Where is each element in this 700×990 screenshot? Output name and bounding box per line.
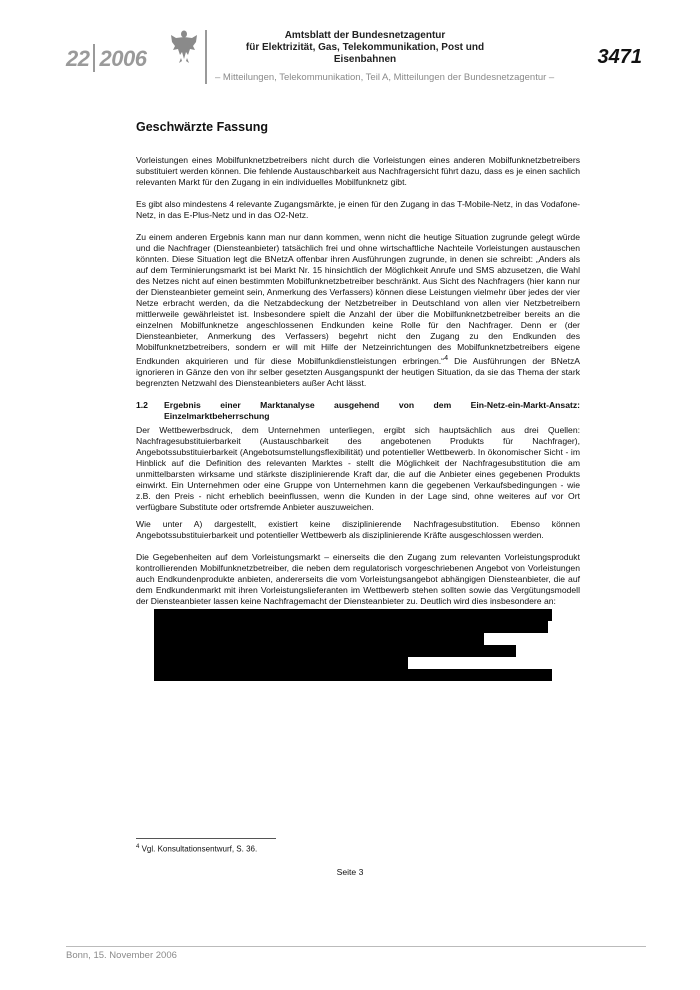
footnote-text: Vgl. Konsultationsentwurf, S. 36. [141, 844, 258, 854]
redaction-bar [154, 633, 484, 645]
federal-eagle-icon [170, 28, 198, 64]
redaction-bar [154, 669, 552, 681]
masthead-title: Amtsblatt der Bundesnetzagentur [284, 30, 446, 41]
document-heading: Geschwärzte Fassung [136, 120, 268, 134]
issue-number: 22 [66, 46, 90, 71]
section-title: Ergebnis einer Marktanalyse ausgehend von dem Ein-Netz-ein-Markt-Ansatz: Einzelmarktbeherrschung [164, 399, 580, 421]
paragraph: Die Gegebenheiten auf dem Vorleistungsmarkt – einerseits die den Zugang zum relevanten Vorleistungsprodukt kontrollierenden Mobilfunknetzbetreiber, die neben dem regulatorisch vorgeschriebenen Angebot von Vorleistungen auch Endkundenprodukte anbieten, andererseits die vom Vorleistungsangebot abhängigen Diensteanbieter, die auf dem Endkundenmarkt mit ihren Vorleistungslieferanten im Wettbewerb stehen sollten sowie das Vergütungsmodell der Diensteanbieter lassen keine Nachfragemacht der Diensteanbieter zu. Deutlich wird dies insbesondere an: [136, 551, 580, 606]
issue-year: 2006 [99, 46, 147, 71]
paragraph: Der Wettbewerbsdruck, dem Unternehmen unterliegen, ergibt sich hauptsächlich aus drei Quellen: Nachfragesubstituierbarkeit (Austauschbarkeit des angebotenen Produkts für Nachfrager), Angebotssubstituierbarkeit (Angebotsumstellungsflexibilität) und potentieller Wettbewerb. In ökonomischer Sicht - im Hinblick auf die Definition des relevanten Marktes - stellt die Möglichkeit der Nachfragesubstitution die am unmittelbarsten wirksame und stärkste disziplinierende Kraft dar, die auf die Anbieter eines gegebenen Produkts einwirkt. Ein Unternehmen oder eine Gruppe von Unternehmen kann die gegebenen Verkaufsbedingungen - wie z.B. den Preis - nicht erheblich beeinflussen, wenn die Kunden in der Lage sind, ohne weiteres auf vor Ort verfügbare Substitute oder ortsfremde Anbieter auszuweichen. [136, 424, 580, 512]
section-number: 1.2 [136, 399, 148, 410]
masthead-section: – Mitteilungen, Telekommunikation, Teil A, Mitteilungen der Bundesnetzagentur – [215, 72, 555, 83]
paragraph-text: Zu einem anderen Ergebnis kann man nur dann kommen, wenn nicht die heutige Situation zugrunde gelegt würde und die Nachfrager (Diensteanbieter) tatsächlich frei und ohne wirtschaftliche Nachteile Vorleistungen austauschen könnten. Diese Situation legt die BNetzA offenbar ihren Ausführungen zugrunde, in denen sie schreibt: „Anders als auf dem Terminierungsmarkt ist bei Markt Nr. 15 hinsichtlich der Möglichkeit Anrufe und SMS abzusetzen, die Wahl des Netzes nicht auf einen bestimmten Mobilfunknetzbetreiber beschränkt. Aus Sicht des Nachfragers (hier kann nur der Diensteanbieter gemeint sein, Anmerkung des Verfassers) können diese Leistungen vielmehr über jedes der vier Netze erbracht werden, da die Netzabdeckung der Netzbetreiber in Deutschland von allen vier Netzbetreibern mittlerweile gewährleistet ist. Insbesondere spielt die Anzahl der über die Mobilfunknetzbetreiber bereits an die einzelnen Mobilfunknetze angeschlossenen Endkunden keine Rolle für den Nachfrager. Denn er (der Diensteanbieter, Anmerkung des Verfassers) begehrt nicht den Zugang zu den Endkunden des Mobilfunknetzbetreibers, sondern er will mit Hilfe der Netzeinrichtungen des Mobilfunknetzbetreibers eigene Endkunden akquirieren und für diese Mobilfunkdienstleistungen erbringen.“ [136, 232, 580, 366]
paragraph: Vorleistungen eines Mobilfunknetzbetreibers nicht durch die Vorleistungen eines anderen Mobilfunknetzbetreibers substituiert werden können. Die fehlende Austauschbarkeit aus Nachfragersicht führt dazu, dass es je einen sachlich relevanten Markt für den Zugang in ein individuelles Mobilfunknetz gibt. [136, 155, 580, 187]
redaction-bar [154, 621, 548, 633]
issue-divider [93, 44, 95, 72]
footnote [136, 844, 257, 854]
paragraph [136, 232, 580, 389]
paragraph-text-tail: Die Ausführungen der BNetzA ignorieren in Gänze den von ihr selber gesetzten Ausgangspunkt der heutigen Situation, da sie das Thema der stark begrenzten Netzwahl des Diensteanbieters außer Acht lässt. [136, 355, 580, 388]
issue-label [66, 44, 146, 72]
page-number: 3471 [597, 46, 642, 68]
paragraph: Wie unter A) dargestellt, existiert keine disziplinierende Nachfragesubstitution. Ebenso können Angebotssubstituierbarkeit und potentieller Wettbewerb als disziplinierende Kräfte ausgeschlossen werden. [136, 518, 580, 540]
footer-date: Bonn, 15. November 2006 [66, 950, 177, 961]
page-label: Seite 3 [336, 867, 364, 877]
document-body [136, 122, 580, 684]
footnote-rule [136, 838, 276, 839]
header-divider [205, 30, 207, 84]
masthead-subtitle: für Elektrizität, Gas, Telekommunikation, Post und Eisenbahnen [245, 42, 485, 65]
redacted-block [136, 609, 580, 684]
section-heading [136, 400, 580, 422]
footnote-number: 4 [136, 844, 140, 850]
redaction-bar [154, 657, 408, 669]
masthead [215, 30, 555, 83]
redaction-bar [154, 645, 516, 657]
redaction-bar [154, 609, 552, 621]
footer-rule [66, 946, 646, 947]
footnote-reference: 4 [444, 354, 449, 362]
paragraph: Es gibt also mindestens 4 relevante Zugangsmärkte, je einen für den Zugang in das T-Mobile-Netz, in das Vodafone-Netz, in das E-Plus-Netz und in das O2-Netz. [136, 199, 580, 220]
